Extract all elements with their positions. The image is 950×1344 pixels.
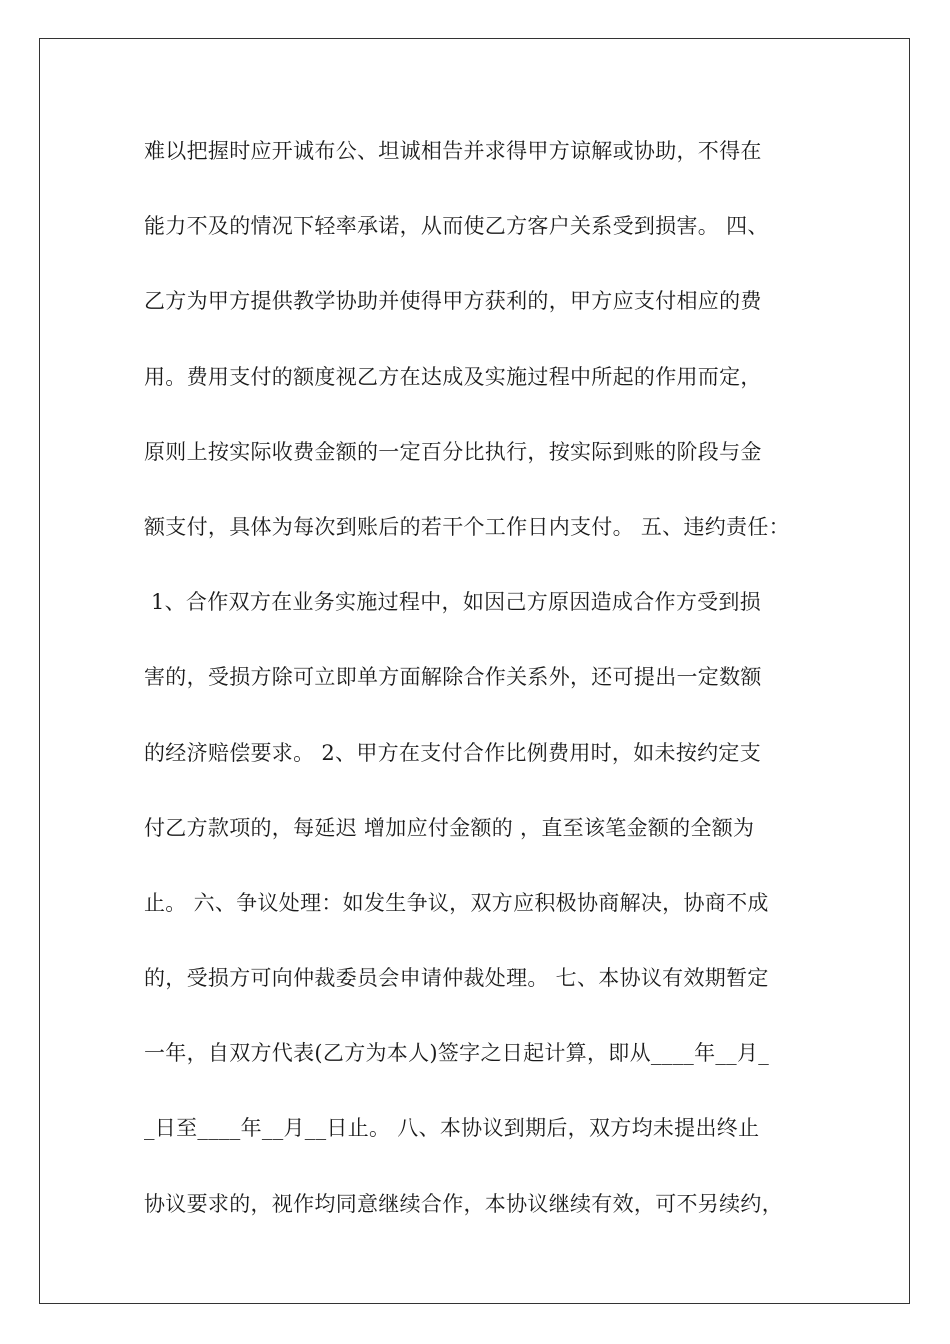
text-line: 的经济赔偿要求。 2、甲方在支付合作比例费用时，如未按约定支 bbox=[144, 740, 762, 765]
text-line: 止。 六、争议处理：如发生争议，双方应积极协商解决，协商不成 bbox=[144, 890, 769, 915]
text-line: 额支付，具体为每次到账后的若干个工作日内支付。 五、违约责任： bbox=[144, 514, 790, 539]
text-line: 乙方为甲方提供教学协助并使得甲方获利的，甲方应支付相应的费 bbox=[144, 289, 762, 314]
text-line: 一年，自双方代表(乙方为本人)签字之日起计算，即从____年__月_ bbox=[144, 1041, 770, 1066]
text-line: 1、合作双方在业务实施过程中，如因己方原因造成合作方受到损 bbox=[144, 590, 762, 615]
text-line: 的，受损方可向仲裁委员会申请仲裁处理。 七、本协议有效期暂定 bbox=[144, 966, 769, 991]
document-body bbox=[144, 131, 834, 1259]
text-line: 原则上按实际收费金额的一定百分比执行，按实际到账的阶段与金 bbox=[144, 439, 762, 464]
text-line: 害的，受损方除可立即单方面解除合作关系外，还可提出一定数额 bbox=[144, 665, 762, 690]
text-line: 能力不及的情况下轻率承诺，从而使乙方客户关系受到损害。 四、 bbox=[144, 214, 769, 239]
text-line: 协议要求的，视作均同意继续合作，本协议继续有效，可不另续约， bbox=[144, 1191, 783, 1216]
text-line: 用。费用支付的额度视乙方在达成及实施过程中所起的作用而定， bbox=[144, 364, 762, 389]
text-line: _日至____年__月__日止。 八、本协议到期后，双方均未提出终止 bbox=[144, 1116, 760, 1141]
text-line: 难以把握时应开诚布公、坦诚相告并求得甲方谅解或协助，不得在 bbox=[144, 139, 762, 163]
text-line: 付乙方款项的，每延迟 增加应付金额的 ，直至该笔金额的全额为 bbox=[144, 815, 755, 840]
